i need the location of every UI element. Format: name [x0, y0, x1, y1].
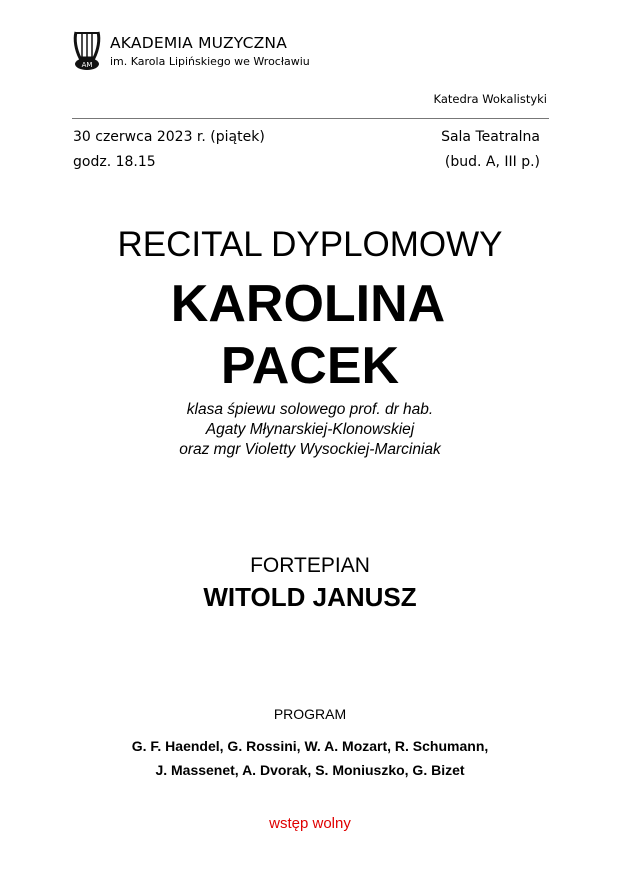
event-venue: Sala Teatralna: [441, 129, 540, 145]
class-line: oraz mgr Violetty Wysockiej-Marciniak: [179, 441, 441, 458]
event-time: godz. 18.15: [73, 154, 156, 170]
program-line: J. Massenet, A. Dvorak, S. Moniuszko, G. Bizet: [155, 762, 465, 778]
event-date: 30 czerwca 2023 r. (piątek): [73, 129, 265, 145]
performer-last-name: PACEK: [220, 337, 400, 395]
class-line: klasa śpiewu solowego prof. dr hab.: [186, 401, 434, 418]
header-divider: [72, 118, 549, 119]
performer-first-name: KAROLINA: [170, 275, 446, 333]
lyre-icon: [72, 28, 102, 72]
event-venue-detail: (bud. A, III p.): [444, 154, 540, 170]
svg-text:AM: AM: [81, 61, 93, 69]
program-label: PROGRAM: [273, 706, 347, 722]
org-name: AKADEMIA MUZYCZNA: [110, 34, 288, 52]
class-line: Agaty Młynarskiej-Klonowskiej: [205, 421, 415, 438]
accompaniment-label: FORTEPIAN: [250, 554, 370, 577]
program-line: G. F. Haendel, G. Rossini, W. A. Mozart, R. Schumann,: [131, 738, 489, 754]
department: Katedra Wokalistyki: [433, 92, 547, 106]
accompanist-name: WITOLD JANUSZ: [203, 582, 417, 612]
recital-title: RECITAL DYPLOMOWY: [117, 225, 503, 264]
entry-note: wstęp wolny: [269, 815, 351, 832]
org-subtitle: im. Karola Lipińskiego we Wrocławiu: [110, 55, 310, 68]
